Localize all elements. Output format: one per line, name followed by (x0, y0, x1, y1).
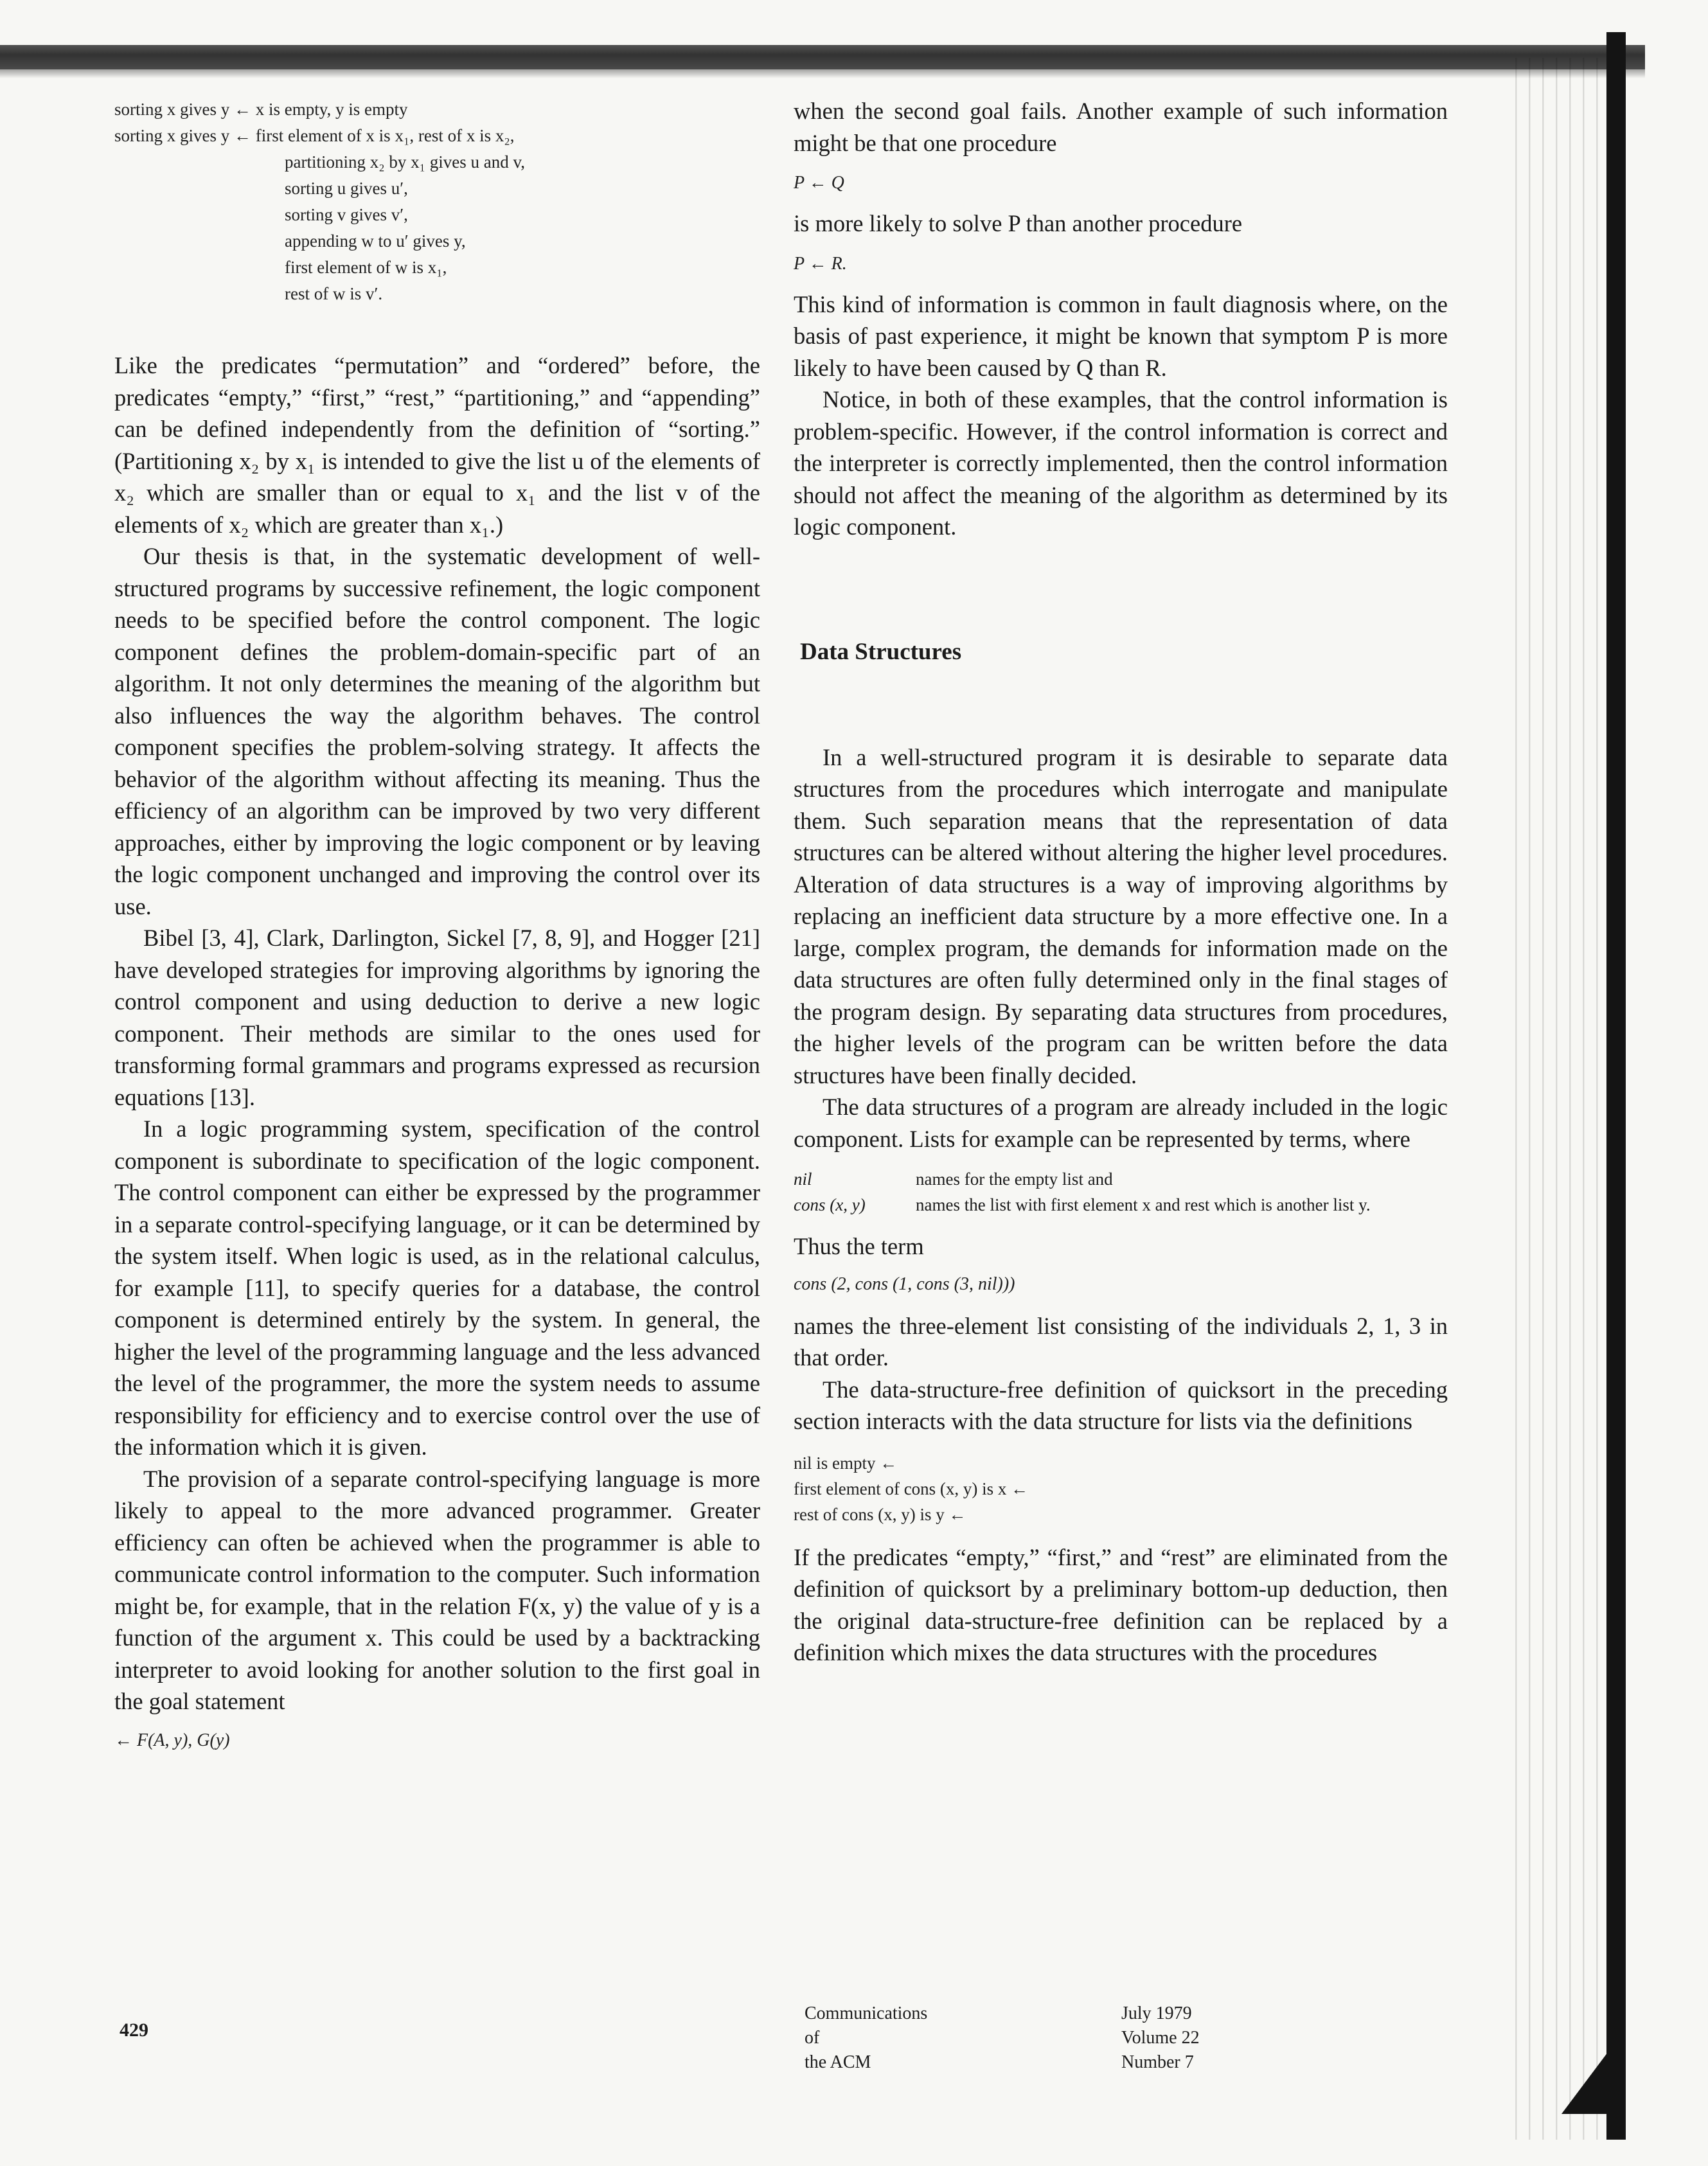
list-def-line: rest of cons (x, y) is y ← (794, 1504, 966, 1524)
list-definitions (794, 1450, 1448, 1527)
issue-line: July 1979 (1121, 2003, 1192, 2023)
section-heading: Data Structures (800, 638, 962, 665)
definition-term: nil (794, 1169, 812, 1189)
journal-line: of (805, 2028, 820, 2048)
paragraph: Thus the term (794, 1233, 924, 1259)
page-edge-lines (1504, 58, 1606, 2140)
paragraph: In a logic programming system, specification of the control component is subordinate to specification of the logic component. The control component can either be expressed by the programmer in a separate control-specifying language, or it can be determined by the system itself. When logic is used, as in the relational calculus, for example [11], to specify queries for a database, the control component is determined entirely by the system. In general, the higher the level of the programming language and the less advanced the level of the programmer, the more the system needs to assume responsibility for efficiency and to exercise control over the use of the information which it is given. (114, 1115, 760, 1460)
right-column (794, 95, 1448, 1669)
program-line: sorting u gives u′, (285, 179, 408, 198)
definition-desc: names the list with first element x and rest which is another list y. (916, 1195, 1371, 1214)
paragraph: Like the predicates “permutation” and “ordered” before, the predicates “empty,” “first,” “rest,” “partitioning,” and “appending” can be defined independently from the definition of “sorting.” (Partitioning x₂ by x₁ is intended to give the list u of the elements of x₂ which are smaller than or equal to x₁ and the list v of the elements of x₂ which are greater than x₁.) (114, 352, 760, 538)
issue-line: Volume 22 (1121, 2028, 1200, 2048)
paragraph: This kind of information is common in fault diagnosis where, on the basis of past experience, it might be known that symptom P is more likely to have been caused by Q than R. (794, 290, 1448, 381)
paragraph: Bibel [3, 4], Clark, Darlington, Sickel [7, 8, 9], and Hogger [21] have developed strategies for improving algorithms by ignoring the control component and using deduction to derive a new logic component. Their methods are similar to the ones used for transforming formal grammars and programs expressed as recursion equations [13]. (114, 925, 760, 1110)
definition-desc: names for the empty list and (916, 1169, 1113, 1189)
paragraph: Our thesis is that, in the systematic development of well-structured programs by successive refinement, the logic component needs to be specified before the control component. The logic component defines the problem-domain-specific part of an algorithm. It not only determines the meaning of the algorithm but also influences the way the algorithm behaves. The control component specifies the problem-solving strategy. It affects the behavior of the algorithm without affecting its meaning. Thus the efficiency of an algorithm can be improved by two very different approaches, either by improving the logic component or by leaving the logic component unchanged and improving the control over its use. (114, 543, 760, 919)
procedure-example: P ← Q (794, 173, 844, 193)
paragraph: when the second goal fails. Another example of such information might be that one procedure (794, 98, 1448, 156)
definition-list (794, 1166, 1448, 1218)
program-line: first element of w is x₁, (285, 258, 447, 277)
list-def-line: nil is empty ← (794, 1453, 898, 1473)
journal-line: the ACM (805, 2052, 871, 2072)
paragraph: names the three-element list consisting of the individuals 2, 1, 3 in that order. (794, 1312, 1448, 1371)
goal-statement: ← F(A, y), G(y) (114, 1730, 230, 1750)
issue-info (1121, 2002, 1200, 2075)
program-line: sorting v gives v′, (285, 205, 408, 224)
page-number: 429 (120, 2020, 148, 2041)
paragraph: The data structures of a program are already included in the logic component. Lists for example can be represented by terms, where (794, 1094, 1448, 1152)
term-example: cons (2, cons (1, cons (3, nil))) (794, 1274, 1015, 1294)
paragraph: The provision of a separate control-specifying language is more likely to appeal to the more advanced programmer. Greater efficiency can often be achieved when the programmer is able to communicate control information to the computer. Such information might be, for example, that in the relation F(x, y) the value of y is a function of the argument x. This could be used by a backtracking interpreter to avoid looking for another solution to the first goal in the goal statement (114, 1465, 760, 1714)
scan-top-band (0, 45, 1645, 69)
program-line: sorting x gives y ← x is empty, y is empty (114, 100, 408, 119)
paragraph: Notice, in both of these examples, that the control information is problem-specific. However, if the control information is correct and the interpreter is correctly implemented, then the control information should not affect the meaning of the algorithm as determined by its logic component. (794, 386, 1448, 540)
issue-line: Number 7 (1121, 2052, 1194, 2072)
program-line: rest of w is v′. (285, 284, 383, 303)
paragraph: The data-structure-free definition of quicksort in the preceding section interacts with the data structure for lists via the definitions (794, 1376, 1448, 1434)
program-line: sorting x gives y ← first element of x is x₁, rest of x is x₂, (114, 126, 515, 145)
spine-corner (1561, 2037, 1619, 2114)
program-line: appending w to u′ gives y, (285, 231, 466, 251)
paragraph: If the predicates “empty,” “first,” and “rest” are eliminated from the definition of quicksort by a preliminary bottom-up deduction, then the original data-structure-free definition can be replaced by a definition which mixes the data structures with the procedures (794, 1543, 1448, 1665)
scan-top-shadow (0, 69, 1645, 78)
book-spine (1606, 32, 1626, 2140)
procedure-example: P ← R. (794, 253, 847, 274)
left-column (114, 96, 760, 1751)
paragraph: In a well-structured program it is desirable to separate data structures from the procedures which interrogate and manipulate them. Such separation means that the representation of data structures can be altered without altering the higher level procedures. Alteration of data structures is a way of improving algorithms by replacing an inefficient data structure by a more effective one. In a large, complex program, the demands for information made on the data structures are often fully determined only in the final stages of the program design. By separating data structures from procedures, the higher levels of the program can be written before the data structures have been finally decided. (794, 743, 1448, 1088)
journal-name (805, 2002, 927, 2075)
list-def-line: first element of cons (x, y) is x ← (794, 1478, 1029, 1498)
paragraph: is more likely to solve P than another procedure (794, 210, 1243, 236)
program-listing (114, 96, 760, 307)
journal-line: Communications (805, 2003, 928, 2023)
definition-term: cons (x, y) (794, 1195, 866, 1214)
program-line: partitioning x₂ by x₁ gives u and v, (285, 152, 526, 172)
